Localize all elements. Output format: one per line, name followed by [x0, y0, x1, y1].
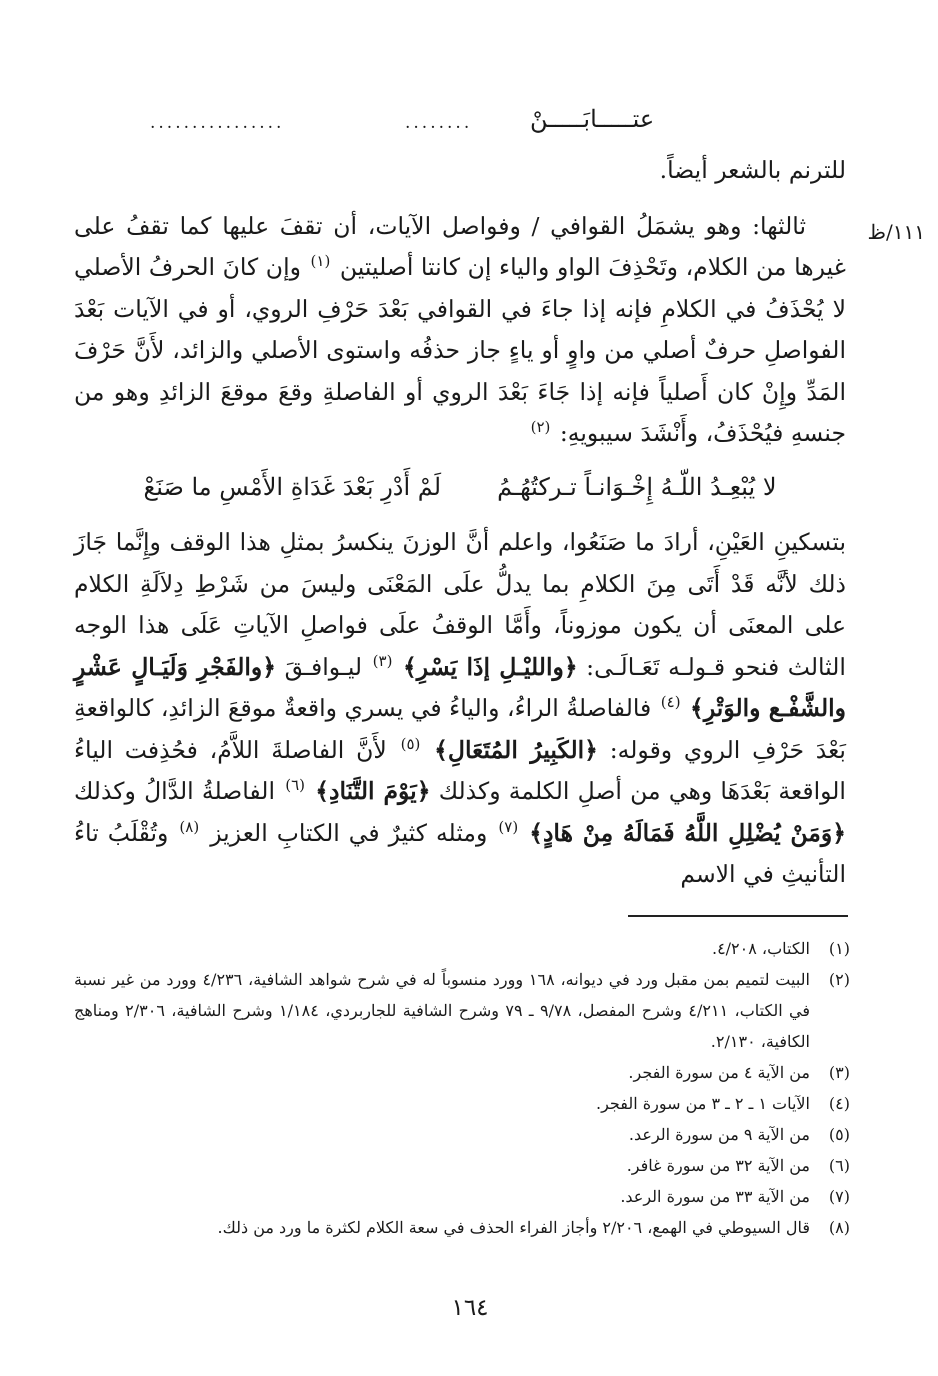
footnote: [74, 1181, 850, 1212]
page-number: ١٦٤: [451, 1295, 489, 1321]
footnote-text: قال السيوطي في الهمع، ٢/٢٠٦ وأجاز الفراء الحذف في سعة الكلام لكثرة ما ورد من ذلك.: [217, 1218, 810, 1237]
paragraph-text: بتسكينِ العَيْنِ، أرادَ ما صَنَعُوا، واعلم أنَّ الوزنَ ينكسرُ بمثلِ هذا الوقف وإِنَّما جَازَ ذلك لأنَّه قَدْ أَتَى مِنَ الكلامِ بما يدلُّ علَى المَعْنَى وليسَ من شَرْطِ دِلاَلَةِ الكلام على المعنَى أن يكون موزوناً، وأَمَّا الوقفُ علَى فواصلِ الآياتِ عَلَى هذا الوجه الثالث فنحو قـولـه تَعَـالَـى:: [74, 528, 846, 681]
footnote: [74, 1057, 850, 1088]
footnote-text: من الآية ٣٢ من سورة غافر.: [626, 1156, 810, 1175]
running-header: [150, 103, 710, 143]
footnote-ref-8[interactable]: (٨): [179, 817, 200, 836]
footnote-ref-6[interactable]: (٦): [285, 776, 306, 795]
paragraph-text: الفاصلةُ الدَّالُ وكذلك: [74, 777, 276, 805]
footnote-text: من الآية ٤ من سورة الفجر.: [628, 1063, 810, 1082]
footnote-ref-3[interactable]: (٣): [372, 651, 393, 670]
paragraph-text: وتُقْلَبُ تاءُ التأنيثِ في الاسم: [74, 818, 846, 888]
footnote-number: (١): [828, 939, 850, 958]
footnote-number: (٣): [828, 1063, 850, 1082]
footnote-number: (٥): [828, 1125, 850, 1144]
footnote-text: الآيات ١ ـ ٢ ـ ٣ من سورة الفجر.: [596, 1094, 810, 1113]
verse-first-hemistich: لا يُبْعِـدُ اللّـهُ إِخْـوَانـاً تـركتُهُـمُ: [497, 472, 777, 501]
footnote: [74, 933, 850, 964]
verse-second-hemistich: لَمْ أَدْرِ بَعْدَ غَدَاةِ الأَمْسِ ما صَنَعْ: [143, 472, 442, 501]
footnote: [74, 1119, 850, 1150]
header-dots-left: ................: [150, 113, 285, 133]
paragraph-explanation: [74, 522, 846, 896]
footnote-text: البيت لتميم بمن مقبل ورد في ديوانه، ١٦٨ وورد منسوباً له في شرح شواهد الشافية، ٤/٢٣٦ وورد من غير نسبة في الكتاب، ٤/٢١١ وشرح المفصل، ٩/٧٨ ـ ٧٩ وشرح الشافية للجاربردي، ١/١٨٤ وشرح الشافية، ٢/٣٠٦ ومناهج الكافية، ٢/١٣٠.: [74, 970, 811, 1051]
header-dots-middle: ........: [405, 113, 473, 133]
footnote-ref-5[interactable]: (٥): [400, 734, 421, 753]
footnote-number: (٤): [828, 1094, 850, 1113]
quran-quote: ﴿والليْـلِ إذَا يَسْرِ﴾: [402, 652, 578, 681]
footnote-text: الكتاب، ٤/٢٠٨.: [711, 939, 810, 958]
margin-folio-reference: ١١١/ظ: [867, 220, 925, 244]
quran-quote: ﴿يَوْمَ التَّنَادِ﴾: [315, 777, 431, 805]
footnote-ref-2[interactable]: (٢): [530, 418, 551, 437]
footnote-number: (٢): [828, 970, 850, 989]
paragraph-text: ومثله كثيرٌ في الكتابِ العزيز: [210, 818, 488, 847]
footnote: [74, 1212, 850, 1243]
footnote-text: من الآية ٩ من سورة الرعد.: [628, 1125, 810, 1144]
quran-quote: ﴿الكَبِيرُ المُتَعَالِ﴾: [434, 735, 598, 764]
footnote: [74, 964, 850, 1057]
footnote-ref-4[interactable]: (٤): [660, 693, 681, 712]
paragraph-text: ليـوافـقَ: [284, 652, 363, 681]
footnote: [74, 1150, 850, 1181]
footnote-number: (٧): [828, 1187, 850, 1206]
paragraph-text: ثالثها: وهو يشمَلُ القوافي / وفواصل الآيات، أن تقفَ عليها كما تقفُ على غيرها من الكلام، وتَحْذِفَ الواو والياء إن كانتا أصليتين: [74, 211, 846, 281]
header-title: عتـــــابَـــــنْ: [530, 105, 655, 133]
footnote-number: (٦): [828, 1156, 850, 1175]
main-text: [74, 150, 846, 896]
paragraph-third-point: [74, 206, 846, 455]
poetry-verse: [74, 467, 846, 509]
footnote-text: من الآية ٣٣ من سورة الرعد.: [620, 1187, 810, 1206]
quran-quote: ﴿وَمَنْ يُضْلِلِ اللَّهُ فَمَالَهُ مِنْ هَادٍ﴾: [529, 818, 846, 847]
footnote-ref-7[interactable]: (٧): [498, 817, 519, 836]
footnote-number: (٨): [828, 1218, 850, 1237]
footnote: [74, 1088, 850, 1119]
paragraph-text: وإن كانَ الحرفُ الأصلي لا يُحْذَفُ في الكلامِ فإنه إذا جاءَ في القوافي بَعْدَ حَرْفِ الروي، أو في الآيات بَعْدَ الفواصلِ حرفٌ أصلي من واوٍ أو ياءٍ جاز حذفُه واستوى الأصلي والزائد، لأَنَّ حَرْفَ المَدِّ وإِنْ كان أَصلياً فإنه إذا جَاءَ بَعْدَ الروي أو الفاصلةِ وقعَ موقعَ الزائدِ وهو من جنسهِ فيُحْذَفُ، وأَنْشَدَ سيبويهِ:: [74, 253, 846, 447]
paragraph-text: لأَنَّ الفاصلةَ اللاَّمُ، فحُذِفت الياءُ الواقعة بَعْدَهَا وهي من أصلِ الكلمة وكذلك: [74, 735, 846, 805]
paragraph-continuation: للترنم بالشعر أيضاً.: [659, 156, 846, 184]
footnotes: [74, 933, 850, 1243]
quran-quote: ﴿والفَجْرِ وَلَيَـالٍ عَشْرٍ والشَّفْـع والوَتْرِ﴾: [74, 652, 846, 722]
paragraph-text: فالفاصلةُ الراءُ، والياءُ في يسري واقعةٌ موقعَ الزائدِ، كالواقعةِ بَعْدَ حَرْفِ الروي وقوله:: [74, 694, 846, 764]
footnote-ref-1[interactable]: (١): [310, 252, 331, 271]
footnote-separator: [628, 915, 848, 917]
